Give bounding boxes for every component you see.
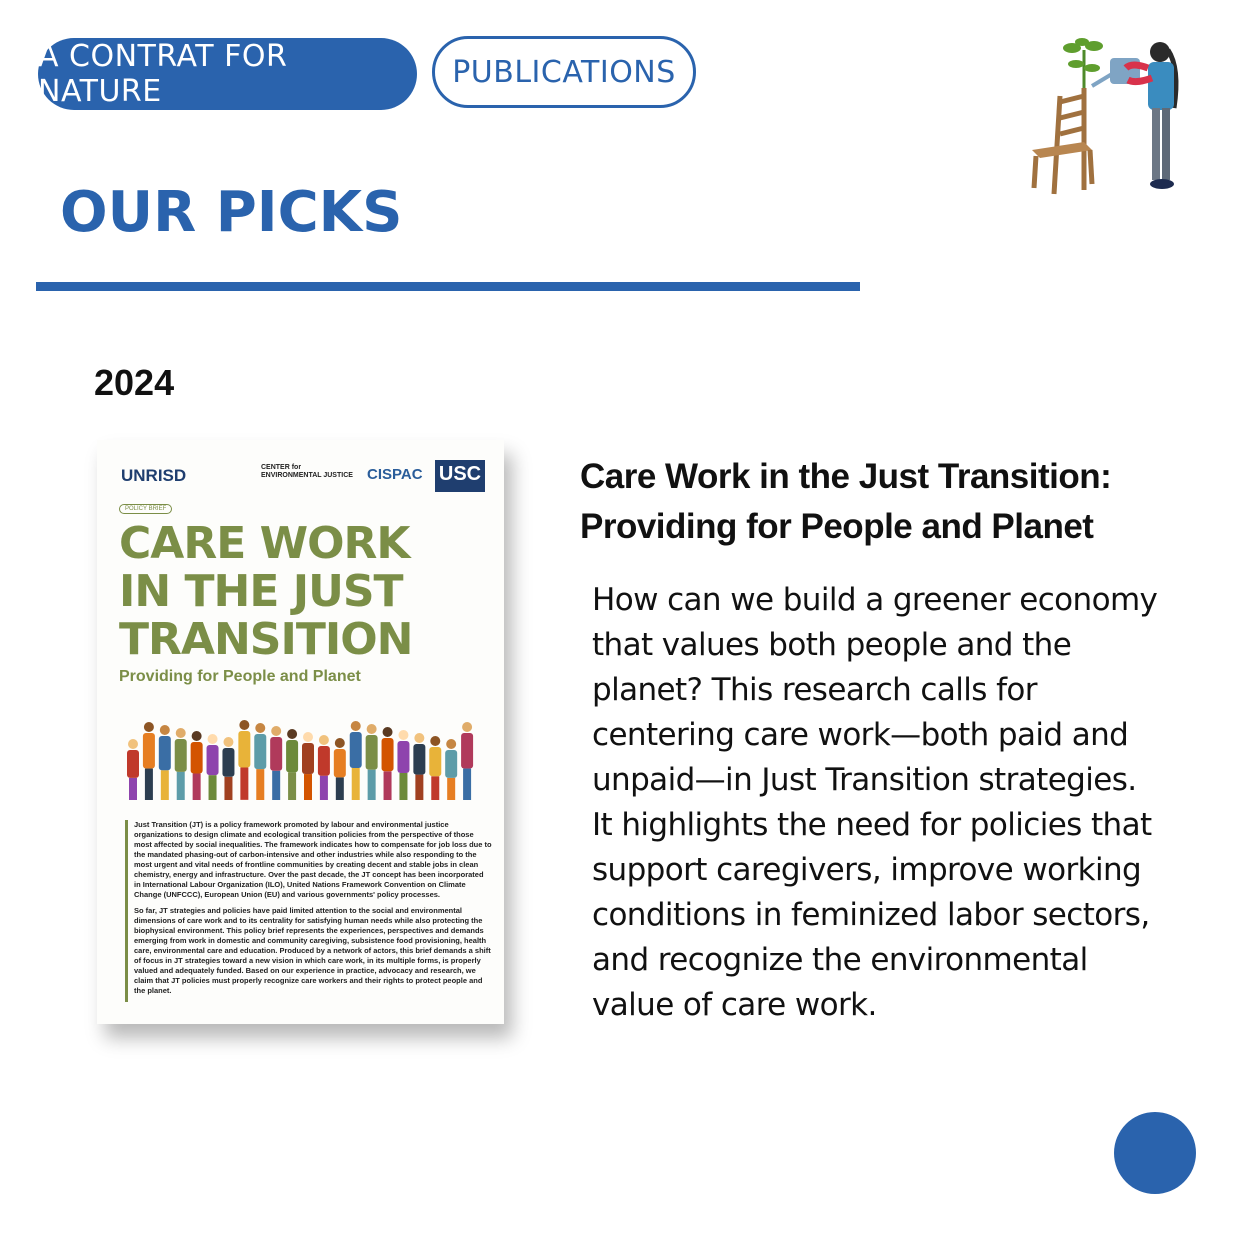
crowd-person xyxy=(334,738,346,800)
person-icon xyxy=(1126,42,1176,189)
crowd-person xyxy=(191,731,203,800)
crowd-person xyxy=(238,720,250,800)
cispac-logo: CISPAC xyxy=(367,466,423,483)
crowd-person xyxy=(222,737,234,800)
cover-title-line: CARE WORK xyxy=(119,518,410,569)
crowd-person xyxy=(175,728,187,800)
crowd-person xyxy=(382,727,394,800)
crowd-person xyxy=(207,734,219,800)
partner-logos xyxy=(97,458,504,498)
usc-logo: USC xyxy=(435,460,485,492)
unrisd-logo: UNRISD xyxy=(121,466,187,485)
watering-plant-illustration xyxy=(1022,38,1202,200)
crowd-person xyxy=(302,732,314,800)
description-line: centering care work—both paid and xyxy=(592,717,1129,753)
crowd-person xyxy=(254,723,266,800)
crowd-person xyxy=(143,722,155,800)
cover-title xyxy=(119,520,504,664)
crowd-person xyxy=(366,724,378,800)
crowd-person xyxy=(445,739,457,800)
cover-subtitle: Providing for People and Planet xyxy=(119,668,361,685)
description-line: How can we build a greener economy xyxy=(592,582,1158,618)
publication-description xyxy=(592,578,1192,1028)
description-line: planet? This research calls for xyxy=(592,672,1037,708)
cover-title-line: IN THE JUST xyxy=(119,566,403,617)
year-label: 2024 xyxy=(94,362,175,403)
crowd-person xyxy=(397,730,409,800)
crowd-person xyxy=(350,721,362,800)
publication-title-line: Providing for People and Planet xyxy=(580,507,1094,546)
publication-title[interactable] xyxy=(580,452,1180,552)
description-line: It highlights the need for policies that xyxy=(592,807,1152,843)
crowd-person xyxy=(318,735,330,800)
publications-pill[interactable]: PUBLICATIONS xyxy=(432,36,696,108)
cej-logo: CENTER for ENVIRONMENTAL JUSTICE xyxy=(261,464,353,479)
page-title: OUR PICKS xyxy=(60,180,403,245)
cover-paragraph: Just Transition (JT) is a policy framework promoted by labour and environmental justice organizations to design climate and ecological transition policies from the perspective of those most affected by social inequalities. The framework indicates how to compensate for job loss due to the mandated phasing-out of carbon-intensive and other industries while also responding to the most urgent and vital needs of frontline communities by creating decent and stable jobs in clean chemistry, energy and infrastructure. Over the past decade, the JT concept has been incorporated in International Labour Organization (ILO), United Nations Framework Convention on Climate Change (UNFCCC), European Union (EU) and various governments' policy processes. xyxy=(134,820,492,899)
chair-icon xyxy=(1054,88,1084,194)
crowd-illustration xyxy=(119,710,485,800)
crowd-person xyxy=(270,726,282,800)
description-line: conditions in feminized labor sectors, xyxy=(592,897,1150,933)
publication-cover[interactable] xyxy=(97,440,504,1024)
cover-paragraph: So far, JT strategies and policies have paid limited attention to the social and environmental dimensions of care work and to its centrality for satisfying human needs while also protecting the biophysical environment. This policy brief represents the experiences, perspectives and demands emerging from work in domestic and community caregiving, subsistence food provisioning, health care, environmental care and education. Produced by a network of actors, this brief demands a shift of focus in JT strategies toward a new vision in which care work, in its multiple forms, is properly valued and adequately funded. Based on our experience in practice, advocacy and research, we claim that JT policies must properly recognize care workers and their rights to protect people and the planet. xyxy=(134,906,491,995)
crowd-person xyxy=(127,739,139,800)
crowd-person xyxy=(286,729,298,800)
section-pill[interactable]: A CONTRAT FOR NATURE xyxy=(38,38,417,110)
policy-brief-badge: POLICY BRIEF xyxy=(119,504,172,514)
description-line: unpaid—in Just Transition strategies. xyxy=(592,762,1137,798)
crowd-person xyxy=(429,736,441,800)
description-line: that values both people and the xyxy=(592,627,1072,663)
description-line: value of care work. xyxy=(592,987,877,1023)
cover-title-line: TRANSITION xyxy=(119,614,413,665)
cover-body-text xyxy=(125,820,492,1002)
title-underline xyxy=(36,282,860,291)
description-line: support caregivers, improve working xyxy=(592,852,1142,888)
crowd-person xyxy=(461,722,473,800)
crowd-person xyxy=(413,733,425,800)
crowd-person xyxy=(159,725,171,800)
next-button[interactable] xyxy=(1114,1112,1196,1194)
description-line: and recognize the environmental xyxy=(592,942,1088,978)
publication-title-line: Care Work in the Just Transition: xyxy=(580,457,1112,496)
